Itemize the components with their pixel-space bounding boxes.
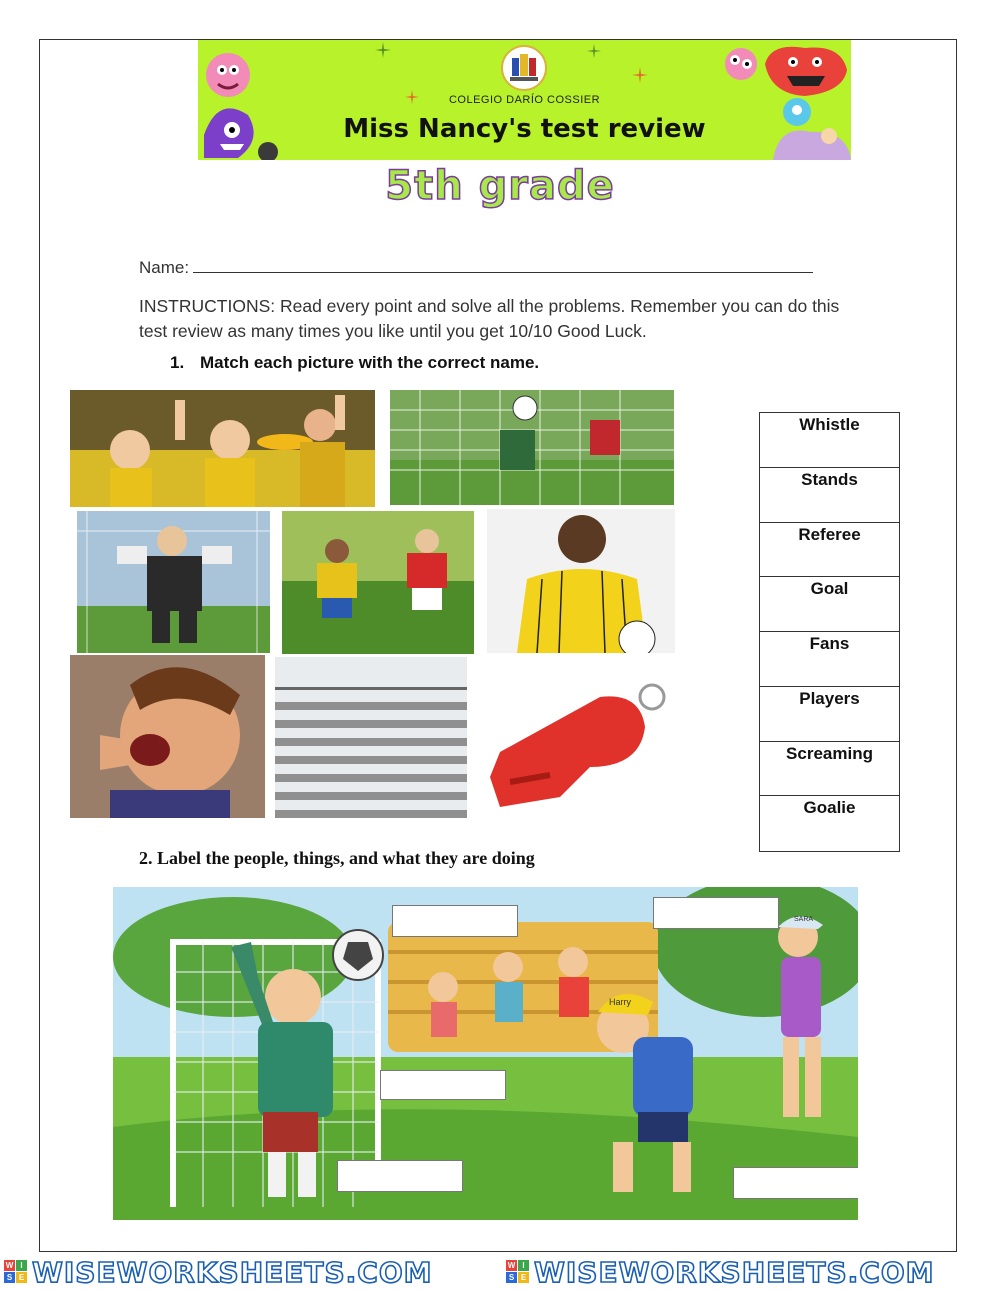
word-cell[interactable]: Goalie — [803, 798, 856, 818]
instructions: INSTRUCTIONS: Read every point and solve all the problems. Remember you can do this test review as many times you like until you get 10/10 Good Luck. — [139, 296, 840, 341]
name-blank[interactable] — [193, 258, 813, 273]
word-cell[interactable]: Referee — [760, 523, 899, 578]
answer-box-referee[interactable] — [653, 897, 779, 929]
question-1-number: 1. — [170, 353, 185, 372]
question-2: 2. Label the people, things, and what they are doing — [139, 848, 535, 868]
logo-icon — [506, 1260, 530, 1284]
school-name: COLEGIO DARÍO COSSIER — [448, 94, 601, 106]
photo-whistle[interactable] — [470, 657, 674, 818]
logo-letter: I — [16, 1260, 27, 1271]
answer-box-stands[interactable] — [380, 1070, 506, 1100]
grade-heading: 5th grade — [385, 163, 615, 209]
word-cell[interactable]: Screaming — [760, 742, 899, 797]
question-1 — [170, 353, 539, 373]
cap-text: SARA — [794, 916, 814, 923]
sparkle-icon — [630, 65, 650, 85]
page-title: Miss Nancy's test review — [343, 114, 706, 144]
word-bank — [759, 412, 900, 852]
photo-referee[interactable] — [487, 509, 675, 653]
logo-letter: S — [4, 1272, 15, 1283]
cap-name-text: Harry — [609, 997, 631, 1007]
logo-letter: S — [506, 1272, 517, 1283]
footer-brand-text: WISEWORKSHEETS.COM — [534, 1256, 935, 1289]
photo-stands[interactable] — [275, 657, 467, 818]
logo-letter: E — [16, 1272, 27, 1283]
photo-screaming[interactable] — [70, 655, 265, 818]
photo-goal[interactable] — [390, 390, 674, 505]
photo-fans[interactable] — [70, 390, 375, 507]
logo-letter: W — [507, 1261, 516, 1270]
soccer-scene — [113, 887, 858, 1220]
question-1-text: Match each picture with the correct name. — [200, 353, 540, 372]
footer-brand-text: WISEWORKSHEETS.COM — [32, 1256, 433, 1289]
photo-players[interactable] — [282, 511, 474, 654]
name-field[interactable] — [139, 258, 813, 278]
logo-icon — [4, 1260, 28, 1284]
word-cell[interactable]: Goal — [760, 577, 899, 632]
monster-right-icon — [713, 40, 851, 160]
sparkle-icon — [373, 40, 393, 60]
word-cell[interactable]: Players — [760, 687, 899, 742]
word-cell[interactable]: Whistle — [760, 413, 899, 468]
school-logo-icon — [498, 44, 550, 92]
answer-box-goalie[interactable] — [337, 1160, 463, 1192]
word-cell[interactable]: Fans — [760, 632, 899, 687]
answer-box-player[interactable] — [733, 1167, 858, 1199]
sparkle-icon — [585, 42, 603, 60]
photo-goalie[interactable] — [77, 511, 270, 653]
answer-box-fans[interactable] — [392, 905, 518, 937]
word-cell[interactable]: Stands — [760, 468, 899, 523]
name-label: Name: — [139, 258, 190, 277]
logo-letter: W — [5, 1261, 14, 1270]
logo-letter: I — [518, 1260, 529, 1271]
header-banner — [198, 40, 851, 160]
logo-letter: E — [518, 1272, 529, 1283]
footer-watermark — [0, 1256, 1000, 1288]
